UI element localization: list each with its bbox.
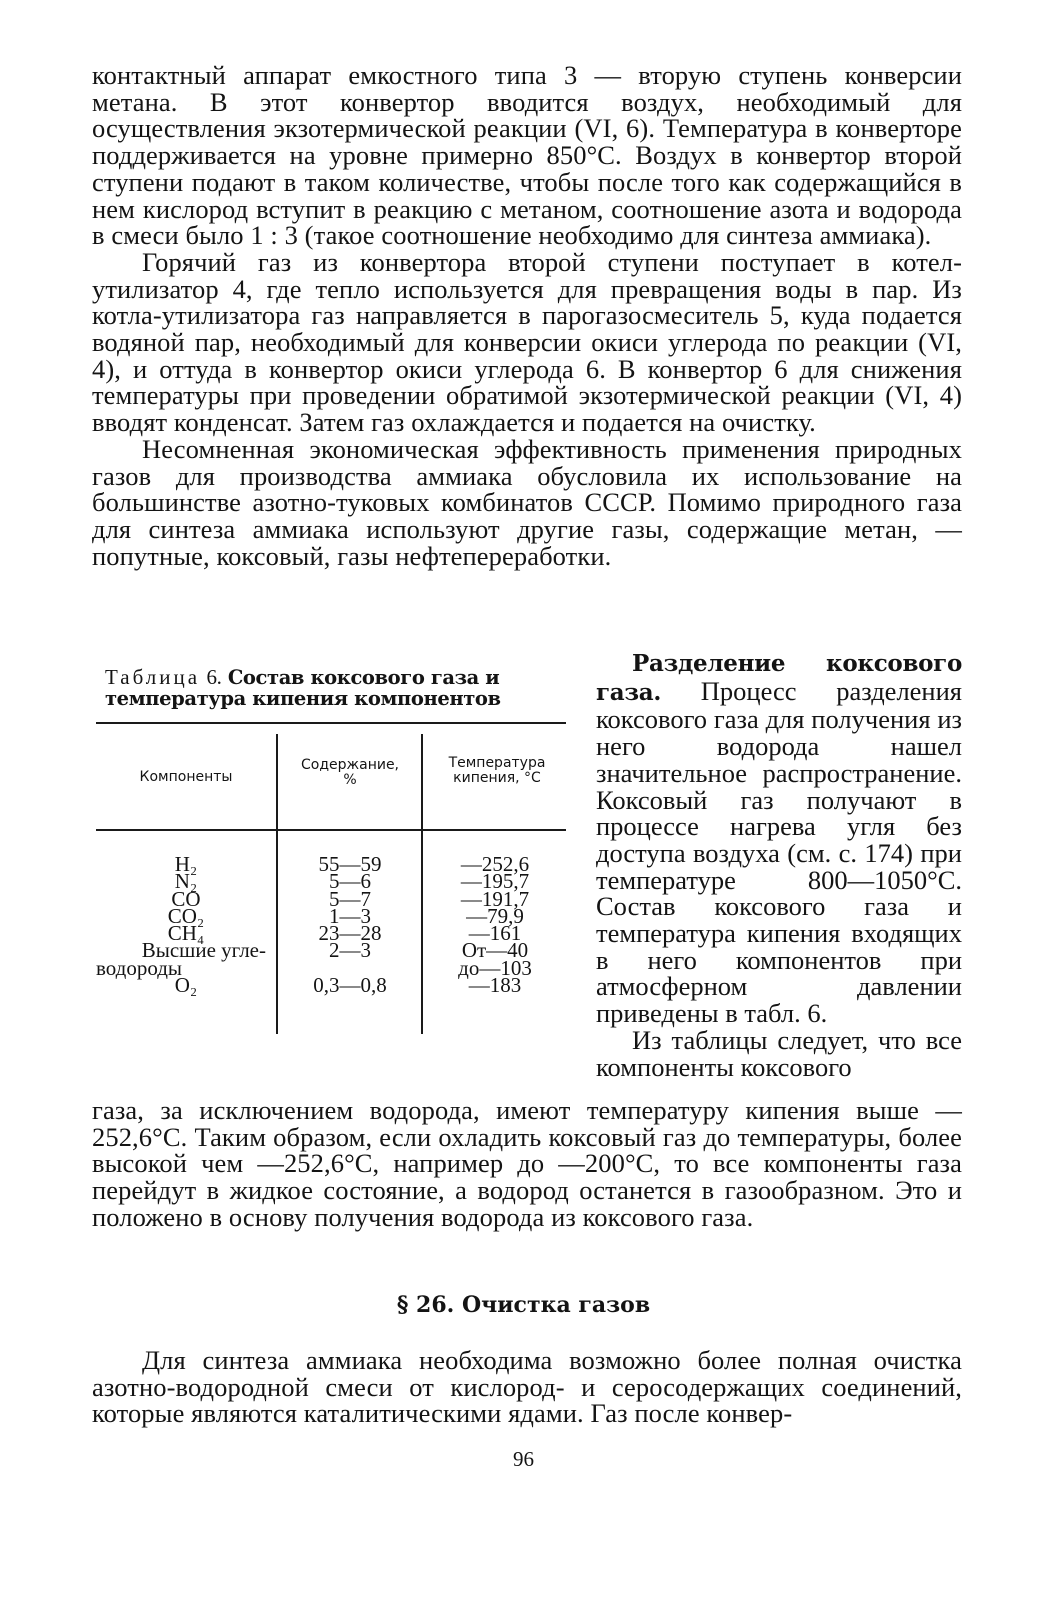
final-text-block xyxy=(92,1347,962,1427)
paragraph-economics: Несомненная экономическая эффективность применения природных газов для производства аммиака обусловила их использование на большинстве азотно-туковых комбинатов СССР. Помимо природного газа для синтеза аммиака используют другие газы, содержащие метан, — попутные, коксовый, газы нефтепереработки. xyxy=(92,433,962,571)
table-cell: CO xyxy=(171,886,201,911)
top-text-block xyxy=(92,62,962,569)
table-cell: H₂ xyxy=(174,852,198,876)
table-cell: 2—3 xyxy=(329,938,371,963)
side-text-continuation: Из таблицы следует, что все компоненты коксового xyxy=(596,1024,962,1082)
table-header-rule xyxy=(96,829,566,831)
table-header-boiling: Температура кипения, °С xyxy=(448,755,546,786)
section-title: § 26. Очистка газов xyxy=(396,1292,651,1318)
table-cell: водороды xyxy=(96,955,183,980)
table-cell: —195,7 xyxy=(460,869,530,894)
table-column-boiling xyxy=(424,852,566,998)
table-cell: 55—59 xyxy=(318,852,382,876)
side-text: Процесс разделения коксового газа для получения из него водорода нашел значительное распространение. Коксовый газ получают в процессе нагрева угля без доступа воздуха (см. с. 174) при температуре 800—1050°С. Состав коксового газа и температура кипения входящих в него компонентов при атмосферном давлении приведены в табл. 6. xyxy=(596,675,962,1029)
table-cell: —252,6 xyxy=(460,852,530,876)
page-number: 96 xyxy=(513,1447,534,1471)
table-cell: —79,9 xyxy=(466,903,524,928)
table-column-content xyxy=(280,852,420,998)
table-cell: O₂ xyxy=(174,973,198,998)
table-top-rule xyxy=(96,722,566,724)
table-caption xyxy=(105,667,550,709)
table-cell: —183 xyxy=(468,973,522,998)
table-cell: 1—3 xyxy=(329,903,371,928)
table-header-content: Содержание, % xyxy=(300,757,400,788)
table-cell: —161 xyxy=(468,921,522,946)
bottom-text-block xyxy=(92,1097,962,1231)
side-heading: Разделение коксового газа. xyxy=(596,650,962,706)
table-cell: CO₂ xyxy=(167,903,205,928)
table-cell: 5—7 xyxy=(329,886,371,911)
paragraph-conclusion: газа, за исключением водорода, имеют температуру кипения выше —252,6°С. Таким образом, если охладить коксовый газ до температуры, более высокой чем —252,6°С, например до —200°С, то все компоненты газа перейдут в жидкое состояние, а водород останется в газообразном. Это и положено в основу получения водорода из коксового газа. xyxy=(92,1095,962,1232)
intro-paragraph: контактный аппарат емкостного типа 3 — вторую ступень конверсии метана. В этот конвертор вводится воздух, необходимый для осуществления экзотермической реакции (VI, 6). Температура в конверторе поддерживается на уровне примерно 850°С. Воздух в конвертор второй ступени подают в таком количестве, чтобы после того как содержащийся в нем кислород вступит в реакцию с метаном, соотношение азота и водорода в смеси было 1 : 3 (такое соотношение необходимо для синтеза аммиака). xyxy=(92,60,962,251)
table-cell: 5—6 xyxy=(329,869,371,894)
table-cell: 23—28 xyxy=(318,921,382,946)
table-cell: CH₄ xyxy=(167,921,205,946)
table-divider-1 xyxy=(276,734,278,1034)
table-divider-2 xyxy=(421,734,423,1034)
table-cell: От—40 xyxy=(461,938,529,963)
table-cell: Высшие угле- xyxy=(141,938,266,963)
side-text-block xyxy=(596,649,962,1080)
table-cell: —191,7 xyxy=(460,886,530,911)
paragraph-hot-gas: Горячий газ из конвертора второй ступени поступает в котел-утилизатор 4, где тепло используется для превращения воды в пар. Из котла-утилизатора газ направляется в парогазосмеситель 5, куда подается водяной пар, необходимый для конверсии окиси углерода по реакции (VI, 4), и оттуда в конвертор окиси углерода 6. В конвертор 6 для снижения температуры при проведении обратимой экзотермической реакции (VI, 4) вводят конденсат. Затем газ охлаждается и подается на очистку. xyxy=(92,246,962,438)
table-column-components xyxy=(96,852,276,998)
table-header-components: Компоненты xyxy=(139,769,233,785)
paragraph-purification: Для синтеза аммиака необходима возможно более полная очистка азотно-водородной смеси от кислород- и серосодержащих соединений, которые являются каталитическими ядами. Газ после конвер- xyxy=(92,1345,962,1429)
table-caption-text: Состав коксового газа и температура кипения компонентов xyxy=(105,666,501,710)
table-caption-word: Таблица xyxy=(105,665,201,689)
table-cell: N₂ xyxy=(174,869,198,894)
table-cell: 0,3—0,8 xyxy=(313,973,387,998)
table-cell: до—103 xyxy=(458,955,532,980)
table-caption-number: 6. xyxy=(206,665,222,689)
